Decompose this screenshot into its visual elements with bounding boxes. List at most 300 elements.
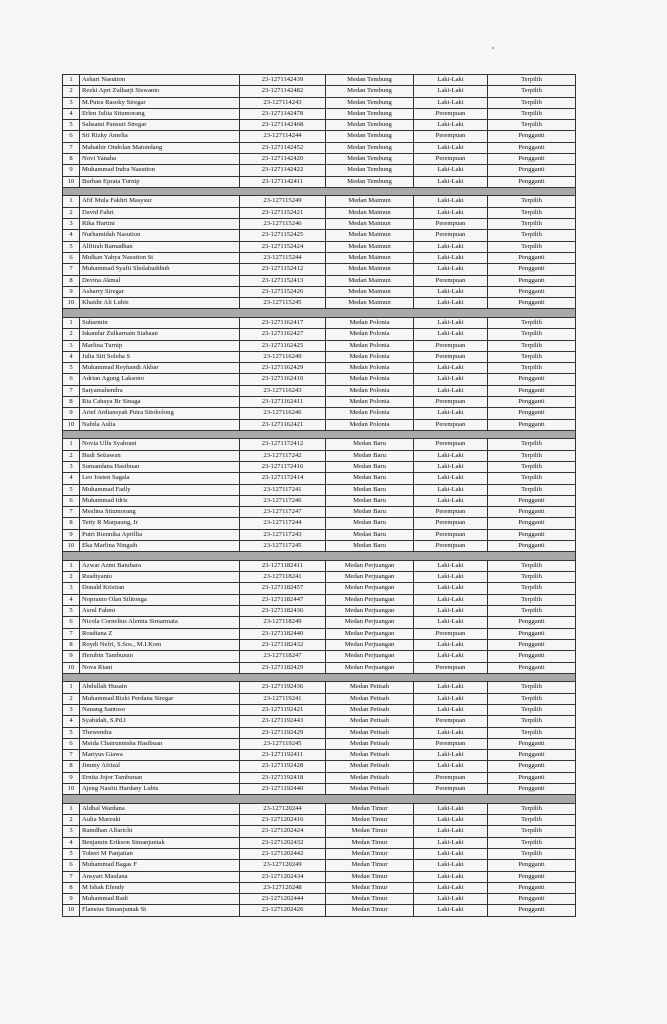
row-number-cell: 10 (63, 541, 80, 552)
table-row (63, 750, 576, 761)
status-cell: Terpilih (488, 849, 576, 860)
gender-cell: Perempuan (414, 529, 488, 540)
candidate-name-cell: Rika Hartini (80, 219, 240, 230)
row-number-cell: 10 (63, 419, 80, 430)
gender-cell: Laki-Laki (414, 196, 488, 207)
kecamatan-cell: Medan Maimun (326, 264, 414, 275)
candidate-name-cell: Tetty R Marpaung, Ir (80, 518, 240, 529)
table-row (63, 727, 576, 738)
row-number-cell: 5 (63, 484, 80, 495)
registration-number-cell: 23-127115244 (240, 252, 326, 263)
kecamatan-cell: Medan Perjuangan (326, 651, 414, 662)
registration-number-cell: 23-1271142452 (240, 142, 326, 153)
table-row (63, 473, 576, 484)
kecamatan-cell: Medan Timur (326, 849, 414, 860)
gender-cell: Laki-Laki (414, 176, 488, 187)
table-row (63, 541, 576, 552)
gender-cell: Laki-Laki (414, 462, 488, 473)
status-cell: Terpilih (488, 606, 576, 617)
gender-cell: Perempuan (414, 716, 488, 727)
kecamatan-cell: Medan Timur (326, 860, 414, 871)
candidate-name-cell: Mariyus Giawa (80, 750, 240, 761)
candidate-name-cell: Leo Josten Sagala (80, 473, 240, 484)
candidate-name-cell: Nabila Aulia (80, 419, 240, 430)
kecamatan-cell: Medan Maimun (326, 241, 414, 252)
kecamatan-cell: Medan Perjuangan (326, 628, 414, 639)
registration-number-cell: 23-1271162429 (240, 363, 326, 374)
status-cell: Pengganti (488, 286, 576, 297)
gender-cell: Laki-Laki (414, 142, 488, 153)
gender-cell: Laki-Laki (414, 727, 488, 738)
table-row (63, 905, 576, 916)
table-row (63, 682, 576, 693)
status-cell: Terpilih (488, 329, 576, 340)
status-cell: Pengganti (488, 860, 576, 871)
table-row (63, 97, 576, 108)
gender-cell: Laki-Laki (414, 606, 488, 617)
status-cell: Terpilih (488, 75, 576, 86)
registration-number-cell: 23-1271142420 (240, 154, 326, 165)
registration-number-cell: 23-1271162421 (240, 419, 326, 430)
table-row (63, 894, 576, 905)
candidate-name-cell: Devina Akmal (80, 275, 240, 286)
candidate-name-cell: Erlen Julita Situmorang (80, 108, 240, 119)
gender-cell: Laki-Laki (414, 207, 488, 218)
registration-number-cell: 23-127117242 (240, 450, 326, 461)
candidate-name-cell: David Fahri (80, 207, 240, 218)
status-cell: Terpilih (488, 317, 576, 328)
registration-number-cell: 23-1271192429 (240, 727, 326, 738)
status-cell: Pengganti (488, 507, 576, 518)
gender-cell: Laki-Laki (414, 704, 488, 715)
kecamatan-cell: Medan Polonia (326, 340, 414, 351)
row-number-cell: 8 (63, 882, 80, 893)
gender-cell: Laki-Laki (414, 572, 488, 583)
candidate-name-cell: Mahathir Ondolan Matondang (80, 142, 240, 153)
table-row (63, 484, 576, 495)
kecamatan-cell: Medan Baru (326, 439, 414, 450)
registration-number-cell: 23-1271152426 (240, 286, 326, 297)
group-separator-cell (63, 673, 576, 682)
candidate-name-cell: Muhammad Fadly (80, 484, 240, 495)
gender-cell: Perempuan (414, 131, 488, 142)
table-row (63, 374, 576, 385)
status-cell: Pengganti (488, 252, 576, 263)
registration-number-cell: 23-127116243 (240, 385, 326, 396)
gender-cell: Perempuan (414, 628, 488, 639)
candidate-name-cell: Sahsami Pansuri Siregar (80, 120, 240, 131)
row-number-cell: 3 (63, 704, 80, 715)
kecamatan-cell: Medan Tembung (326, 120, 414, 131)
table-row (63, 219, 576, 230)
status-cell: Pengganti (488, 374, 576, 385)
kecamatan-cell: Medan Petisah (326, 704, 414, 715)
row-number-cell: 5 (63, 241, 80, 252)
gender-cell: Laki-Laki (414, 75, 488, 86)
row-number-cell: 6 (63, 860, 80, 871)
candidate-name-cell: Satyamahendra (80, 385, 240, 396)
table-row (63, 606, 576, 617)
table-row (63, 849, 576, 860)
kecamatan-cell: Medan Petisah (326, 727, 414, 738)
status-cell: Terpilih (488, 682, 576, 693)
table-row (63, 860, 576, 871)
row-number-cell: 1 (63, 196, 80, 207)
candidate-name-cell: Thewendra (80, 727, 240, 738)
table-row (63, 131, 576, 142)
gender-cell: Perempuan (414, 419, 488, 430)
kecamatan-cell: Medan Baru (326, 484, 414, 495)
status-cell: Pengganti (488, 131, 576, 142)
table-row (63, 363, 576, 374)
registration-number-cell: 23-127119245 (240, 738, 326, 749)
status-cell: Terpilih (488, 462, 576, 473)
kecamatan-cell: Medan Maimun (326, 275, 414, 286)
row-number-cell: 4 (63, 473, 80, 484)
status-cell: Pengganti (488, 882, 576, 893)
kecamatan-cell: Medan Timur (326, 905, 414, 916)
kecamatan-cell: Medan Tembung (326, 97, 414, 108)
candidate-name-cell: Alfitrah Ramadhan (80, 241, 240, 252)
candidate-name-cell: Marlina Turnip (80, 340, 240, 351)
kecamatan-cell: Medan Perjuangan (326, 594, 414, 605)
registration-number-cell: 23-1271182432 (240, 639, 326, 650)
registration-number-cell: 23-1271152412 (240, 264, 326, 275)
table-row (63, 385, 576, 396)
candidate-name-cell: Novi Yanaha (80, 154, 240, 165)
status-cell: Pengganti (488, 142, 576, 153)
gender-cell: Laki-Laki (414, 682, 488, 693)
status-cell: Terpilih (488, 230, 576, 241)
table-row (63, 716, 576, 727)
status-cell: Terpilih (488, 704, 576, 715)
candidate-name-cell: Nova Riani (80, 662, 240, 673)
gender-cell: Laki-Laki (414, 693, 488, 704)
candidate-name-cell: Nanang Santoso (80, 704, 240, 715)
kecamatan-cell: Medan Timur (326, 871, 414, 882)
table-row (63, 803, 576, 814)
table-row (63, 252, 576, 263)
candidate-name-cell: Iskandar Zulkarnain Siahaan (80, 329, 240, 340)
status-cell: Pengganti (488, 871, 576, 882)
row-number-cell: 6 (63, 495, 80, 506)
status-cell: Pengganti (488, 651, 576, 662)
kecamatan-cell: Medan Tembung (326, 176, 414, 187)
candidate-name-cell: Arief Ardiansyah Putra Sitoholong (80, 408, 240, 419)
table-row (63, 462, 576, 473)
table-row (63, 154, 576, 165)
row-number-cell: 7 (63, 507, 80, 518)
group-separator-cell (63, 187, 576, 196)
status-cell: Pengganti (488, 738, 576, 749)
registration-number-cell: 23-1271142422 (240, 165, 326, 176)
gender-cell: Laki-Laki (414, 495, 488, 506)
row-number-cell: 9 (63, 286, 80, 297)
gender-cell: Perempuan (414, 340, 488, 351)
status-cell: Terpilih (488, 439, 576, 450)
gender-cell: Laki-Laki (414, 86, 488, 97)
candidate-name-cell: Muhammad Radi (80, 894, 240, 905)
registration-number-cell: 23-1271202424 (240, 826, 326, 837)
row-number-cell: 3 (63, 97, 80, 108)
gender-cell: Laki-Laki (414, 298, 488, 309)
registration-number-cell: 23-1271202442 (240, 849, 326, 860)
gender-cell: Perempuan (414, 275, 488, 286)
registration-number-cell: 23-1271162425 (240, 340, 326, 351)
row-number-cell: 3 (63, 219, 80, 230)
kecamatan-cell: Medan Tembung (326, 154, 414, 165)
table-row (63, 761, 576, 772)
status-cell: Terpilih (488, 241, 576, 252)
table-row (63, 662, 576, 673)
row-number-cell: 1 (63, 317, 80, 328)
gender-cell: Laki-Laki (414, 97, 488, 108)
table-row (63, 86, 576, 97)
registration-number-cell: 23-1271202426 (240, 905, 326, 916)
row-number-cell: 8 (63, 518, 80, 529)
table-row (63, 108, 576, 119)
kecamatan-cell: Medan Perjuangan (326, 662, 414, 673)
row-number-cell: 9 (63, 894, 80, 905)
kecamatan-cell: Medan Perjuangan (326, 560, 414, 571)
registration-number-cell: 23-1271182447 (240, 594, 326, 605)
row-number-cell: 2 (63, 572, 80, 583)
gender-cell: Laki-Laki (414, 837, 488, 848)
registration-number-cell: 23-127120248 (240, 882, 326, 893)
row-number-cell: 10 (63, 784, 80, 795)
table-row (63, 142, 576, 153)
table-row (63, 120, 576, 131)
registration-number-cell: 23-1271162411 (240, 397, 326, 408)
kecamatan-cell: Medan Polonia (326, 408, 414, 419)
status-cell: Terpilih (488, 120, 576, 131)
row-number-cell: 4 (63, 594, 80, 605)
table-row (63, 207, 576, 218)
gender-cell: Laki-Laki (414, 473, 488, 484)
registration-number-cell: 23-1271182429 (240, 662, 326, 673)
table-row (63, 882, 576, 893)
status-cell: Terpilih (488, 484, 576, 495)
kecamatan-cell: Medan Polonia (326, 419, 414, 430)
table-row (63, 651, 576, 662)
gender-cell: Perempuan (414, 351, 488, 362)
candidate-name-cell: Muhammad Syafii Sholahuddinh (80, 264, 240, 275)
group-separator-cell (63, 430, 576, 439)
candidate-name-cell: Herubin Tambunan (80, 651, 240, 662)
status-cell: Pengganti (488, 894, 576, 905)
candidate-name-cell: Afif Mula Fakhri Masysur (80, 196, 240, 207)
candidate-name-cell: Jimmy Afrizal (80, 761, 240, 772)
group-separator-row (63, 430, 576, 439)
registration-number-cell: 23-1271142439 (240, 75, 326, 86)
status-cell: Terpilih (488, 351, 576, 362)
table-row (63, 286, 576, 297)
candidate-name-cell: Ashari Nasution (80, 75, 240, 86)
gender-cell: Perempuan (414, 439, 488, 450)
kecamatan-cell: Medan Petisah (326, 750, 414, 761)
row-number-cell: 5 (63, 120, 80, 131)
registration-number-cell: 23-1271152421 (240, 207, 326, 218)
candidate-name-cell: Ansyari Maulana (80, 871, 240, 882)
registration-number-cell: 23-127116249 (240, 351, 326, 362)
gender-cell: Laki-Laki (414, 849, 488, 860)
row-number-cell: 2 (63, 86, 80, 97)
row-number-cell: 1 (63, 75, 80, 86)
candidate-name-cell: Ajeng Nasiiti Hardany Lubis (80, 784, 240, 795)
gender-cell: Laki-Laki (414, 241, 488, 252)
candidate-name-cell: Rezki Apri Zulharji Siswanto (80, 86, 240, 97)
row-number-cell: 5 (63, 363, 80, 374)
registration-number-cell: 23-1271142468 (240, 120, 326, 131)
table-row (63, 196, 576, 207)
status-cell: Pengganti (488, 639, 576, 650)
candidate-name-cell: Nurhamidah Nasution (80, 230, 240, 241)
table-row (63, 165, 576, 176)
status-cell: Terpilih (488, 815, 576, 826)
table-row (63, 397, 576, 408)
row-number-cell: 1 (63, 803, 80, 814)
candidate-name-cell: Sri Rizky Amelia (80, 131, 240, 142)
gender-cell: Laki-Laki (414, 815, 488, 826)
gender-cell: Perempuan (414, 219, 488, 230)
kecamatan-cell: Medan Baru (326, 450, 414, 461)
status-cell: Terpilih (488, 219, 576, 230)
table-row (63, 176, 576, 187)
row-number-cell: 6 (63, 252, 80, 263)
table-row (63, 871, 576, 882)
kecamatan-cell: Medan Perjuangan (326, 639, 414, 650)
candidate-name-cell: Flansius Simanjuntak St (80, 905, 240, 916)
kecamatan-cell: Medan Perjuangan (326, 572, 414, 583)
table-row (63, 583, 576, 594)
status-cell: Terpilih (488, 450, 576, 461)
kecamatan-cell: Medan Maimun (326, 252, 414, 263)
registration-number-cell: 23-127118241 (240, 572, 326, 583)
table-row (63, 450, 576, 461)
candidate-name-cell: Donald Kristian (80, 583, 240, 594)
registration-number-cell: 23-127118247 (240, 651, 326, 662)
status-cell: Terpilih (488, 108, 576, 119)
candidate-name-cell: Meslina Situmorang (80, 507, 240, 518)
registration-number-cell: 23-127117244 (240, 518, 326, 529)
table-row (63, 704, 576, 715)
row-number-cell: 9 (63, 651, 80, 662)
status-cell: Pengganti (488, 617, 576, 628)
gender-cell: Perempuan (414, 772, 488, 783)
kecamatan-cell: Medan Tembung (326, 75, 414, 86)
table-row (63, 495, 576, 506)
table-row (63, 329, 576, 340)
table-row (63, 275, 576, 286)
group-separator-row (63, 552, 576, 561)
status-cell: Pengganti (488, 298, 576, 309)
row-number-cell: 2 (63, 450, 80, 461)
gender-cell: Laki-Laki (414, 905, 488, 916)
candidate-name-cell: Khaidir Ali Lubis (80, 298, 240, 309)
row-number-cell: 1 (63, 682, 80, 693)
status-cell: Terpilih (488, 207, 576, 218)
gender-cell: Laki-Laki (414, 803, 488, 814)
candidate-name-cell: Burhan Eprata Turnip (80, 176, 240, 187)
status-cell: Pengganti (488, 905, 576, 916)
gender-cell: Laki-Laki (414, 617, 488, 628)
kecamatan-cell: Medan Petisah (326, 738, 414, 749)
status-cell: Pengganti (488, 541, 576, 552)
group-separator-row (63, 187, 576, 196)
table-row (63, 507, 576, 518)
gender-cell: Laki-Laki (414, 408, 488, 419)
registration-number-cell: 23-1271202434 (240, 871, 326, 882)
row-number-cell: 7 (63, 871, 80, 882)
registration-number-cell: 23-1271162427 (240, 329, 326, 340)
row-number-cell: 5 (63, 606, 80, 617)
group-separator-row (63, 673, 576, 682)
registration-number-cell: 23-1271192421 (240, 704, 326, 715)
registration-number-cell: 23-1271172414 (240, 473, 326, 484)
registration-number-cell: 23-1271142482 (240, 86, 326, 97)
candidate-name-cell: Ria Cahaya Br Sinaga (80, 397, 240, 408)
candidate-name-cell: M.Putra Rasoky Siregar (80, 97, 240, 108)
table-row (63, 815, 576, 826)
row-number-cell: 8 (63, 154, 80, 165)
row-number-cell: 7 (63, 385, 80, 396)
registration-number-cell: 23-1271162417 (240, 317, 326, 328)
row-number-cell: 6 (63, 738, 80, 749)
registration-number-cell: 23-1271202432 (240, 837, 326, 848)
candidate-table (62, 74, 576, 917)
registration-number-cell: 23-1271192411 (240, 750, 326, 761)
gender-cell: Laki-Laki (414, 317, 488, 328)
status-cell: Pengganti (488, 784, 576, 795)
registration-number-cell: 23-1271152425 (240, 230, 326, 241)
gender-cell: Laki-Laki (414, 120, 488, 131)
table-row (63, 639, 576, 650)
row-number-cell: 9 (63, 408, 80, 419)
table-row (63, 617, 576, 628)
status-cell: Terpilih (488, 560, 576, 571)
status-cell: Terpilih (488, 594, 576, 605)
gender-cell: Laki-Laki (414, 651, 488, 662)
table-row (63, 738, 576, 749)
kecamatan-cell: Medan Maimun (326, 196, 414, 207)
row-number-cell: 8 (63, 639, 80, 650)
candidate-name-cell: Putri Riennika Aprillia (80, 529, 240, 540)
table-row (63, 298, 576, 309)
table-row (63, 826, 576, 837)
status-cell: Terpilih (488, 340, 576, 351)
status-cell: Terpilih (488, 693, 576, 704)
kecamatan-cell: Medan Polonia (326, 351, 414, 362)
status-cell: Terpilih (488, 86, 576, 97)
registration-number-cell: 23-1271182440 (240, 628, 326, 639)
row-number-cell: 3 (63, 340, 80, 351)
kecamatan-cell: Medan Timur (326, 837, 414, 848)
group-separator-row (63, 795, 576, 804)
row-number-cell: 3 (63, 462, 80, 473)
gender-cell: Perempuan (414, 397, 488, 408)
candidate-name-cell: Tobert M Panjaitan (80, 849, 240, 860)
status-cell: Terpilih (488, 97, 576, 108)
status-cell: Pengganti (488, 176, 576, 187)
kecamatan-cell: Medan Polonia (326, 317, 414, 328)
kecamatan-cell: Medan Perjuangan (326, 583, 414, 594)
table-row (63, 560, 576, 571)
candidate-name-cell: Rusdiyanto (80, 572, 240, 583)
row-number-cell: 3 (63, 826, 80, 837)
kecamatan-cell: Medan Baru (326, 507, 414, 518)
kecamatan-cell: Medan Petisah (326, 761, 414, 772)
registration-number-cell: 23-1271202444 (240, 894, 326, 905)
